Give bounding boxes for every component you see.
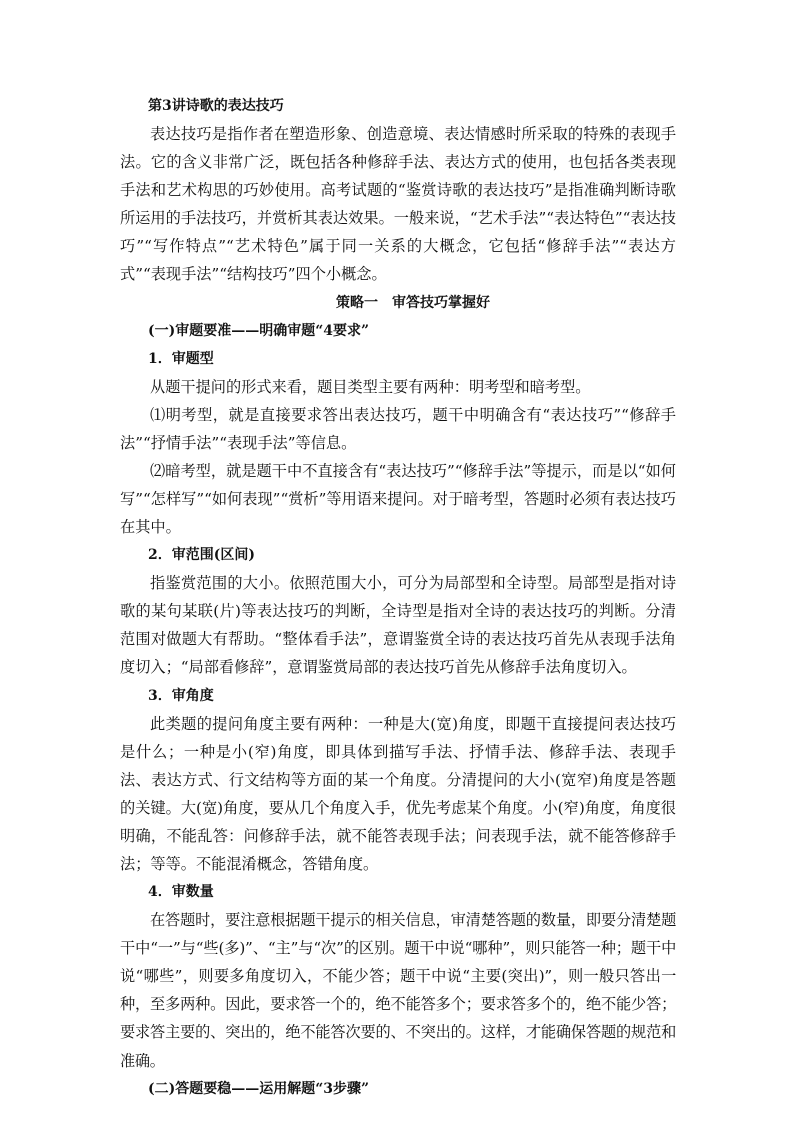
item1-paragraph-3: ⑵暗考型，就是题干中不直接含有“表达技巧”“修辞手法”等提示，而是以“如何写”“怎样写”“如何表现”“赏析”等用语来提问。对于暗考型，答题时必须有表达技巧在其中。 xyxy=(120,461,676,537)
item2-heading: 2．审范围(区间) xyxy=(148,547,255,564)
lecture-title: 第3讲诗歌的表达技巧 xyxy=(148,98,284,114)
item1-paragraph-1: 从题干提问的形式来看，题目类型主要有两种：明考型和暗考型。 xyxy=(150,377,591,396)
document-page xyxy=(120,92,676,1103)
item4-heading: 4．审数量 xyxy=(148,884,214,901)
strategy-heading: 策略一 审答技巧掌握好 xyxy=(336,294,490,311)
item1-paragraph-2: ⑴明考型，就是直接要求答出表达技巧，题干中明确含有“表达技巧”“修辞手法”“抒情手法”“表现手法”等信息。 xyxy=(120,405,676,452)
item4-paragraph-1: 在答题时，要注意根据题干提示的相关信息，审清楚答题的数量，即要分清楚题干中“一”与“些(多)”、“主”与“次”的区别。题干中说“哪种”，则只能答一种；题干中说“哪些”，则要多角度切入，不能少答；题干中说“主要(突出)”，则一般只答出一种，至多两种。因此，要求答一个的，绝不能答多个；要求答多个的，绝不能少答；要求答主要的、突出的，绝不能答次要的、不突出的。这样，才能确保答题的规范和准确。 xyxy=(120,911,676,1070)
section1-heading: (一)审题要准——明确审题“4要求” xyxy=(148,322,370,339)
item3-heading: 3．审角度 xyxy=(148,687,214,704)
item2-paragraph-1: 指鉴赏范围的大小。依照范围大小，可分为局部型和全诗型。局部型是指对诗歌的某句某联(片)等表达技巧的判断，全诗型是指对全诗的表达技巧的判断。分清范围对做题大有帮助。“整体看手法”，意谓鉴赏全诗的表达技巧首先从表现手法角度切入；“局部看修辞”，意谓鉴赏局部的表达技巧首先从修辞手法角度切入。 xyxy=(120,574,676,677)
section2-heading: (二)答题要稳——运用解题“3步骤” xyxy=(148,1080,370,1097)
intro-paragraph: 表达技巧是指作者在塑造形象、创造意境、表达情感时所采取的特殊的表现手法。它的含义非常广泛，既包括各种修辞手法、表达方式的使用，也包括各类表现手法和艺术构思的巧妙使用。高考试题的“鉴赏诗歌的表达技巧”是指准确判断诗歌所运用的手法技巧，并赏析其表达效果。一般来说，“艺术手法”“表达特色”“表达技巧”“写作特点”“艺术特色”属于同一关系的大概念，它包括“修辞手法”“表达方式”“表现手法”“结构技巧”四个小概念。 xyxy=(120,125,676,284)
item3-paragraph-1: 此类题的提问角度主要有两种：一种是大(宽)角度，即题干直接提问表达技巧是什么；一种是小(窄)角度，即具体到描写手法、抒情手法、修辞手法、表现手法、表达方式、行文结构等方面的某一个角度。分清提问的大小(宽窄)角度是答题的关键。大(宽)角度，要从几个角度入手，优先考虑某个角度。小(窄)角度，角度很明确，不能乱答：问修辞手法，就不能答表现手法；问表现手法，就不能答修辞手法；等等。不能混淆概念，答错角度。 xyxy=(120,714,676,873)
item1-heading: 1．审题型 xyxy=(148,350,214,367)
